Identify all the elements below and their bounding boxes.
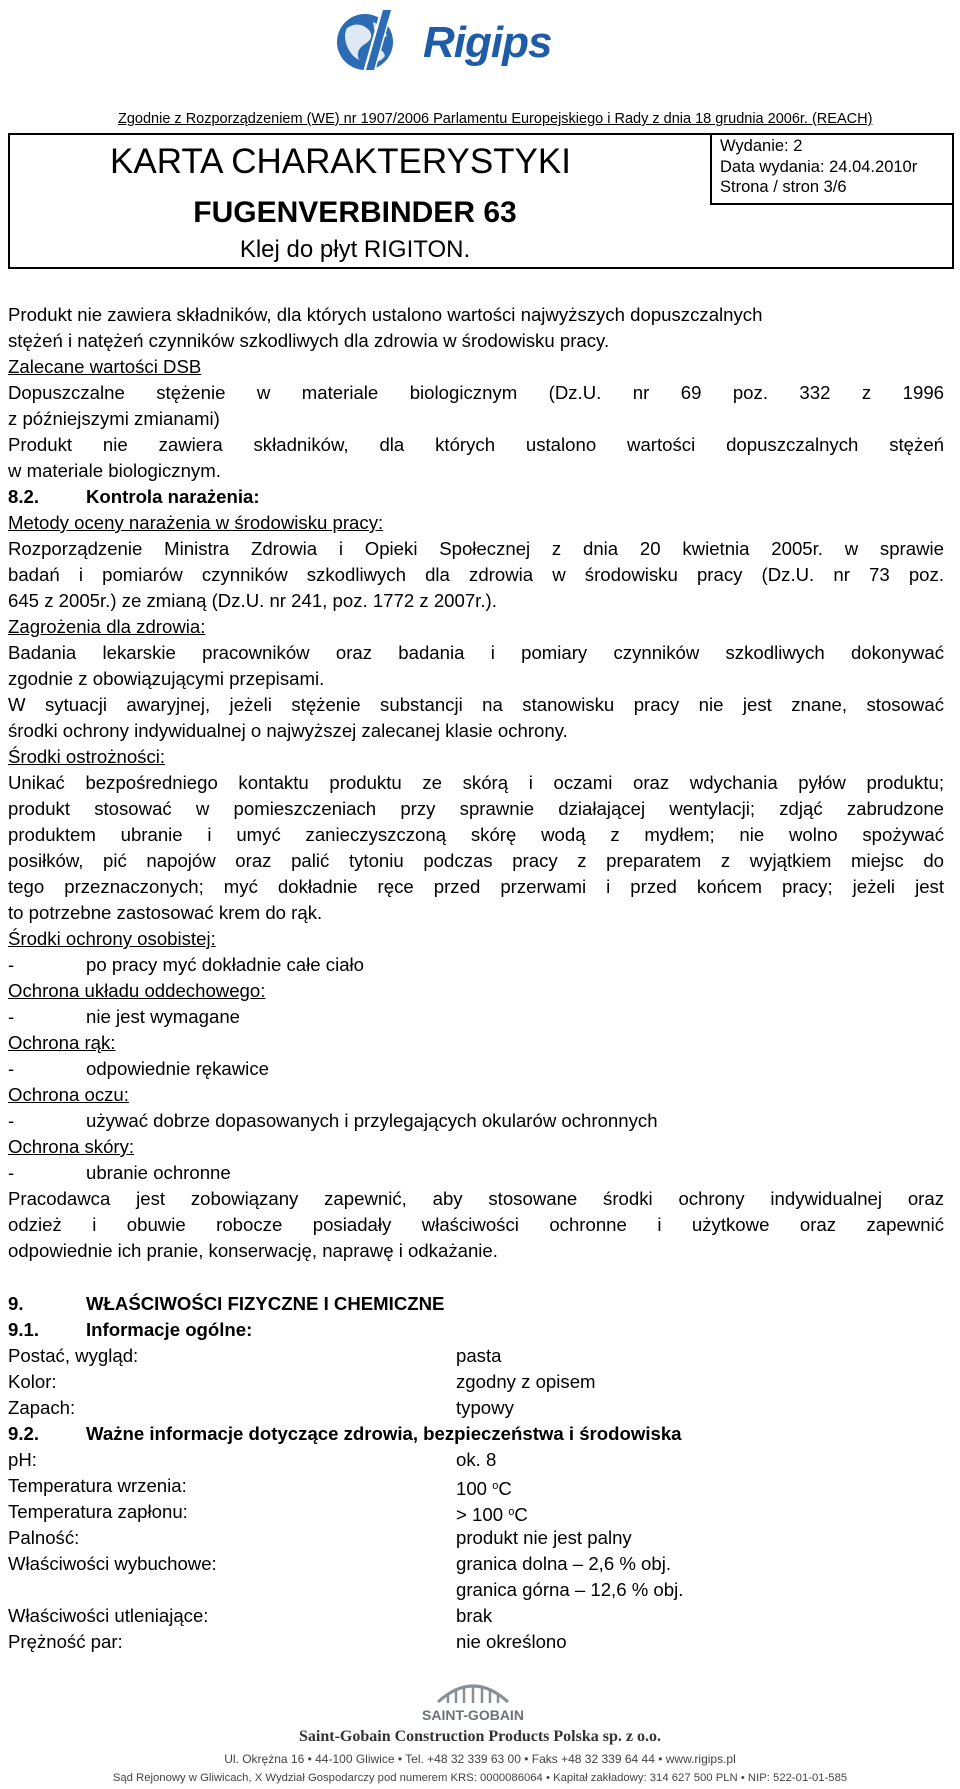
product-subtitle: Klej do płyt RIGITON. xyxy=(239,236,471,263)
paragraph-line: odzież i obuwie robocze posiadały właściwości ochronne i użytkowe oraz zapewnić xyxy=(8,1214,944,1235)
regulation-line: Zgodnie z Rozporządzeniem (WE) nr 1907/2006 Parlamentu Europejskiego i Rady z dnia 18 grudnia 2006r. (REACH) xyxy=(118,111,873,127)
paragraph-line: Badania lekarskie pracowników oraz badania i pomiary czynników szkodliwych dokonywać xyxy=(8,642,944,663)
list-item: - używać dobrze dopasowanych i przylegających okularów ochronnych xyxy=(8,1110,658,1131)
section-number: 9. xyxy=(8,1293,24,1314)
section-9-heading xyxy=(8,1293,944,1315)
paragraph-line: produktem ubranie i umyć zanieczyszczoną skórę wodą z mydłem; nie wolno spożywać xyxy=(8,824,944,845)
paragraph-line: odpowiednie ich pranie, konserwację, naprawę i odkażanie. xyxy=(8,1240,498,1261)
property-value: produkt nie jest palny xyxy=(456,1527,632,1548)
paragraph-line: W sytuacji awaryjnej, jeżeli stężenie substancji na stanowisku pracy nie jest znane, stosować xyxy=(8,694,944,715)
issue-date: Data wydania: 24.04.2010r xyxy=(720,158,918,176)
section-title: WŁAŚCIWOŚCI FIZYCZNE I CHEMICZNE xyxy=(86,1293,445,1314)
header-divider xyxy=(710,133,712,205)
methods-heading: Metody oceny narażenia w środowisku pracy: xyxy=(8,512,384,533)
respiratory-protection-heading: Ochrona układu oddechowego: xyxy=(8,980,266,1001)
hazards-heading: Zagrożenia dla zdrowia: xyxy=(8,616,206,637)
logo-text: Rigips xyxy=(423,18,552,67)
property-value: pasta xyxy=(456,1345,502,1366)
property-value: typowy xyxy=(456,1397,514,1418)
skin-protection-heading: Ochrona skóry: xyxy=(8,1136,135,1157)
property-value: granica dolna – 2,6 % obj. xyxy=(456,1553,672,1574)
property-name: Temperatura wrzenia: xyxy=(8,1475,187,1496)
property-value: nie określono xyxy=(456,1631,567,1652)
arch-icon xyxy=(408,1672,538,1724)
paragraph-line: środki ochrony indywidualnej o najwyższej zalecanej klasie ochrony. xyxy=(8,720,568,741)
paragraph-line: 645 z 2005r.) ze zmianą (Dz.U. nr 241, poz. 1772 z 2007r.). xyxy=(8,590,497,611)
property-name: Postać, wygląd: xyxy=(8,1345,139,1366)
section-number: 9.2. xyxy=(8,1423,40,1444)
product-name: FUGENVERBINDER 63 xyxy=(193,196,517,229)
company-registration: Sąd Rejonowy w Gliwicach, X Wydział Gospodarczy pod numerem KRS: 0000086064 • Kapitał zakładowy: 314 627 500 PLN • NIP: 522-01-01-585 xyxy=(112,1772,848,1784)
paragraph-line: Produkt nie zawiera składników, dla których ustalono wartości dopuszczalnych stężeń xyxy=(8,434,944,455)
paragraph-line: Dopuszczalne stężenie w materiale biologicznym (Dz.U. nr 69 poz. 332 z 1996 xyxy=(8,382,944,403)
section-title: Kontrola narażenia: xyxy=(86,486,260,507)
property-value: brak xyxy=(456,1605,493,1626)
paragraph-line: Rozporządzenie Ministra Zdrowia i Opieki Społecznej z dnia 20 kwietnia 2005r. w sprawie xyxy=(8,538,944,559)
section-number: 8.2. xyxy=(8,486,40,507)
globe-icon xyxy=(325,6,425,74)
dsb-heading: Zalecane wartości DSB xyxy=(8,356,202,377)
paragraph-line: stężeń i natężeń czynników szkodliwych dla zdrowia w środowisku pracy. xyxy=(8,330,610,351)
section-8-2-heading xyxy=(8,486,944,508)
paragraph-line: zgodnie z obowiązującymi przepisami. xyxy=(8,668,325,689)
paragraph-line: to potrzebne zastosować krem do rąk. xyxy=(8,902,323,923)
list-item: - ubranie ochronne xyxy=(8,1162,231,1183)
paragraph-line: produkt stosować w pomieszczeniach przy sprawnie działającej wentylacji; zdjąć zabrudzone xyxy=(8,798,944,819)
property-value: > 100 $^o$C xyxy=(456,1504,528,1525)
property-name: Właściwości wybuchowe: xyxy=(8,1553,217,1574)
doc-title: KARTA CHARAKTERYSTYKI xyxy=(110,142,571,181)
company-name: Saint-Gobain Construction Products Polska sp. z o.o. xyxy=(299,1728,661,1745)
property-value: granica górna – 12,6 % obj. xyxy=(456,1579,684,1600)
logo-text: SAINT-GOBAIN xyxy=(422,1707,524,1723)
property-value: zgodny z opisem xyxy=(456,1371,596,1392)
personal-protection-heading: Środki ochrony osobistej: xyxy=(8,928,216,949)
list-item: - odpowiednie rękawice xyxy=(8,1058,269,1079)
paragraph-line: z późniejszymi zmianami) xyxy=(8,408,220,429)
property-name: Temperatura zapłonu: xyxy=(8,1501,188,1522)
edition: Wydanie: 2 xyxy=(720,137,803,155)
paragraph-line: posiłków, pić napojów oraz palić tytoniu podczas pracy z preparatem z wyjątkiem miejsc do xyxy=(8,850,944,871)
property-value: 100 $^o$C xyxy=(456,1478,512,1499)
section-number: 9.1. xyxy=(8,1319,40,1340)
precautions-heading: Środki ostrożności: xyxy=(8,746,166,767)
section-title: Informacje ogólne: xyxy=(86,1319,253,1340)
paragraph-line: Unikać bezpośredniego kontaktu produktu ze skórą i oczami oraz wdychania pyłów produktu; xyxy=(8,772,944,793)
eye-protection-heading: Ochrona oczu: xyxy=(8,1084,129,1105)
saint-gobain-logo xyxy=(408,1672,538,1724)
section-title: Ważne informacje dotyczące zdrowia, bezpieczeństwa i środowiska xyxy=(86,1423,682,1444)
paragraph-line: badań i pomiarów czynników szkodliwych dla zdrowia w środowisku pracy (Dz.U. nr 73 poz. xyxy=(8,564,944,585)
property-name: pH: xyxy=(8,1449,37,1470)
rigips-logo xyxy=(325,6,565,74)
property-name: Palność: xyxy=(8,1527,80,1548)
property-name: Kolor: xyxy=(8,1371,57,1392)
paragraph-line: Produkt nie zawiera składników, dla których ustalono wartości najwyższych dopuszczalnych xyxy=(8,304,763,325)
section-9-2-heading xyxy=(8,1423,944,1445)
company-address: Ul. Okrężna 16 • 44-100 Gliwice • Tel. +48 32 339 63 00 • Faks +48 32 339 64 44 • www.rigips.pl xyxy=(224,1752,736,1766)
hand-protection-heading: Ochrona rąk: xyxy=(8,1032,116,1053)
paragraph-line: tego przeznaczonych; myć dokładnie ręce przed przerwami i przed końcem pracy; jeżeli jest xyxy=(8,876,944,897)
list-item: - po pracy myć dokładnie całe ciało xyxy=(8,954,365,975)
header-divider xyxy=(710,203,954,205)
property-name: Właściwości utleniające: xyxy=(8,1605,209,1626)
list-item: - nie jest wymagane xyxy=(8,1006,240,1027)
property-name: Prężność par: xyxy=(8,1631,123,1652)
paragraph-line: Pracodawca jest zobowiązany zapewnić, aby stosowane środki ochrony indywidualnej oraz xyxy=(8,1188,944,1209)
property-name: Zapach: xyxy=(8,1397,76,1418)
property-value: ok. 8 xyxy=(456,1449,497,1470)
section-9-1-heading xyxy=(8,1319,944,1341)
page-number: Strona / stron 3/6 xyxy=(720,178,847,196)
paragraph-line: w materiale biologicznym. xyxy=(8,460,221,481)
